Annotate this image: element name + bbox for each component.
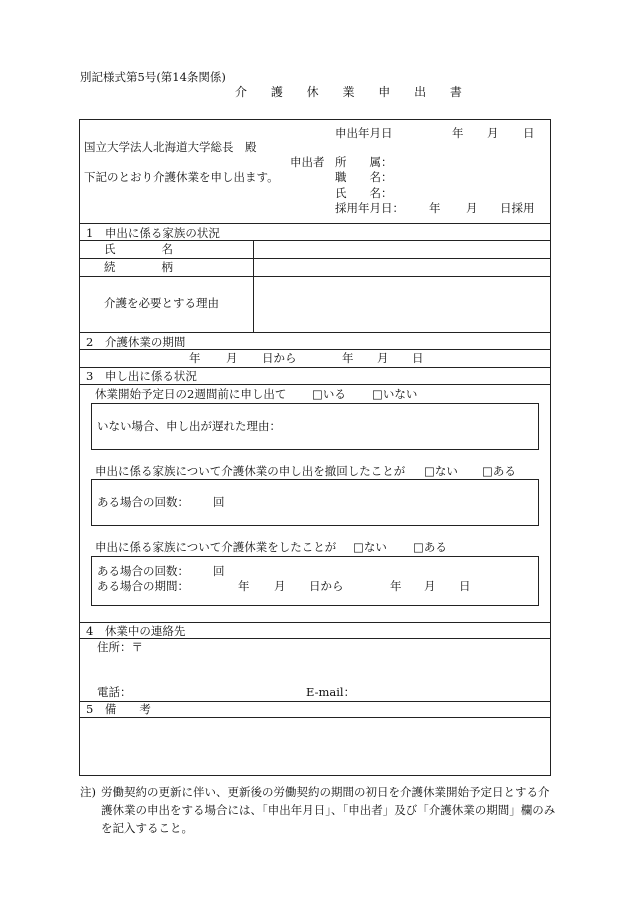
q3-count-label: ある場合の回数： [97,564,189,578]
period-start-day: 日から [262,351,297,365]
address-label: 住所：〒 [97,640,143,654]
q1-text: 休業開始予定日の2週間前に申し出て [95,387,287,401]
q3-period-label: ある場合の期間： [97,579,189,593]
q1-reason-label: いない場合、申し出が遅れた理由： [97,419,281,433]
date-day: 日 [523,126,535,140]
statement: 下記のとおり介護休業を申し出ます。 [84,170,279,184]
family-name-label: 氏 名 [104,242,173,256]
divider [79,622,551,623]
q3-yes-checkbox[interactable]: □ある [413,540,447,554]
q3-text: 申出に係る家族について介護休業をしたことが [95,540,337,554]
q3-count-unit: 回 [213,564,225,578]
column-divider [253,240,254,332]
footnote-text: 労働契約の更新に伴い、更新後の労働契約の期間の初日を介護休業開始予定日とする介護休業の申出をする場合には、「申出年月日」、「申出者」及び「介護休業の期間」欄のみを記入すること。 [101,785,556,835]
q3-start-month: 月 [274,579,286,593]
position-label: 職 名： [335,170,393,184]
page-title: 介 護 休 業 申 出 書 [235,85,472,99]
q2-no-checkbox[interactable]: □ない [424,464,458,478]
q3-no-checkbox[interactable]: □ない [353,540,387,554]
divider [79,258,551,259]
date-label: 申出年月日 [335,126,393,140]
date-year: 年 [452,126,464,140]
email-label: E-mail： [306,685,356,699]
addressee: 国立大学法人北海道大学総長 殿 [84,140,257,154]
hire-date-label: 採用年月日： [335,201,404,215]
section4-heading: 4 休業中の連絡先 [86,624,186,638]
period-end-day: 日 [412,351,424,365]
hire-day: 日採用 [500,201,535,215]
divider [79,223,551,224]
divider [79,717,551,718]
divider [79,276,551,277]
divider [79,638,551,639]
period-start-year: 年 [189,351,201,365]
q2-count-unit: 回 [213,495,225,509]
dept-label: 所 属： [335,155,393,169]
divider [79,367,551,368]
period-start-month: 月 [226,351,238,365]
period-end-month: 月 [377,351,389,365]
q3-end-day: 日 [459,579,471,593]
hire-year: 年 [429,201,441,215]
q2-yes-checkbox[interactable]: □ある [482,464,516,478]
hire-month: 月 [466,201,478,215]
phone-label: 電話： [97,685,132,699]
q2-text: 申出に係る家族について介護休業の申し出を撤回したことが [95,464,406,478]
section5-heading: 5 備 考 [86,702,151,716]
q2-count-label: ある場合の回数： [97,495,189,509]
period-end-year: 年 [342,351,354,365]
divider [79,240,551,241]
section2-heading: 2 介護休業の期間 [86,335,186,349]
date-month: 月 [487,126,499,140]
divider [79,332,551,333]
care-reason-label: 介護を必要とする理由 [104,296,219,310]
q1-no-checkbox[interactable]: □いない [372,387,418,401]
section1-heading: 1 申出に係る家族の状況 [86,226,220,240]
q3-start-year: 年 [238,579,250,593]
family-relation-label: 続 柄 [104,260,173,274]
section3-heading: 3 申し出に係る状況 [86,369,197,383]
q1-yes-checkbox[interactable]: □いる [312,387,346,401]
q3-end-month: 月 [424,579,436,593]
footnote [80,783,560,837]
q3-start-day: 日から [309,579,344,593]
footnote-label: 注) [80,785,96,799]
form-id: 別記様式第5号(第14条関係) [80,70,226,84]
applicant-label: 申出者 [290,155,325,169]
divider [79,384,551,385]
name-label: 氏 名： [335,186,393,200]
q3-end-year: 年 [390,579,402,593]
divider [79,349,551,350]
